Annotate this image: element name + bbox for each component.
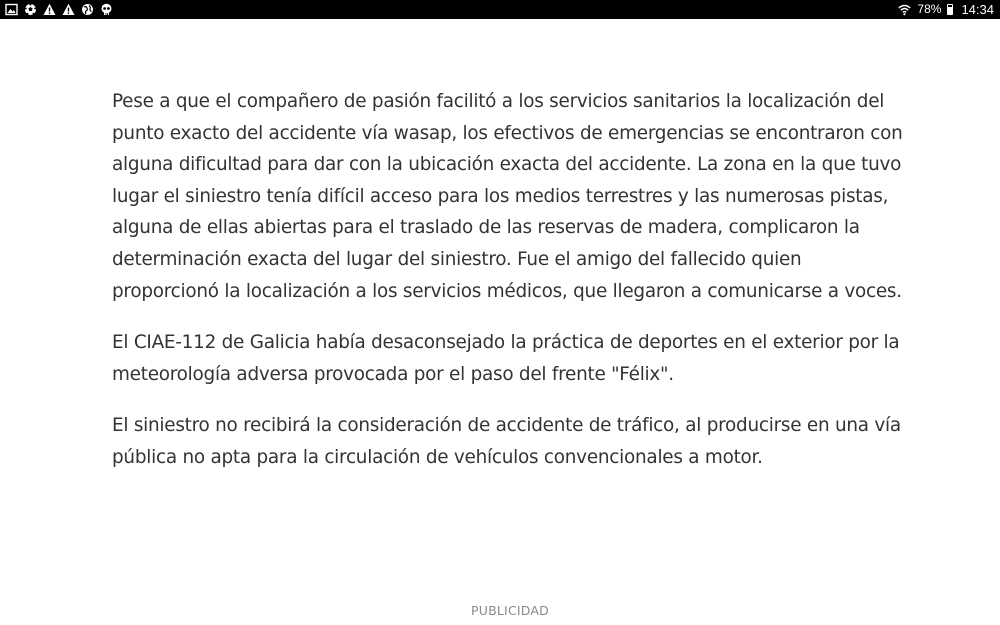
globe-icon xyxy=(81,3,94,16)
warning-icon xyxy=(43,3,56,16)
article-paragraph: El siniestro no recibirá la consideración de accidente de tráfico, al producirse en una vía pública no apta para la circulación de vehículos convencionales a motor. xyxy=(112,415,901,468)
soccer-ball-icon xyxy=(24,3,37,16)
clock: 14:34 xyxy=(961,2,994,17)
skull-icon xyxy=(100,3,113,16)
gallery-icon xyxy=(5,3,18,16)
article-body xyxy=(112,86,912,494)
notification-icons xyxy=(5,3,113,16)
article-paragraph: El CIAE-112 de Galicia había desaconsejado la práctica de deportes en el exterior por la meteorología adversa provocada por el paso del frente "Félix". xyxy=(112,332,900,385)
system-status xyxy=(898,0,994,19)
status-bar xyxy=(0,0,1000,19)
wifi-icon xyxy=(898,3,911,16)
advertising-label: PUBLICIDAD xyxy=(471,603,549,618)
article-paragraph: Pese a que el compañero de pasión facilitó a los servicios sanitarios la localización del punto exacto del accidente vía wasap, los efectivos de emergencias se encontraron con alguna dificultad para dar con la ubicación exacta del accidente. La zona en la que tuvo lugar el siniestro tenía difícil acceso para los medios terrestres y las numerosas pistas, alguna de ellas abiertas para el traslado de las reservas de madera, complicaron la determinación exacta del lugar del siniestro. Fue el amigo del fallecido quien proporcionó la localización a los servicios médicos, que llegaron a comunicarse a voces. xyxy=(112,91,903,302)
battery-percentage: 78% xyxy=(917,2,942,16)
battery-icon xyxy=(947,4,953,15)
warning-icon xyxy=(62,3,75,16)
